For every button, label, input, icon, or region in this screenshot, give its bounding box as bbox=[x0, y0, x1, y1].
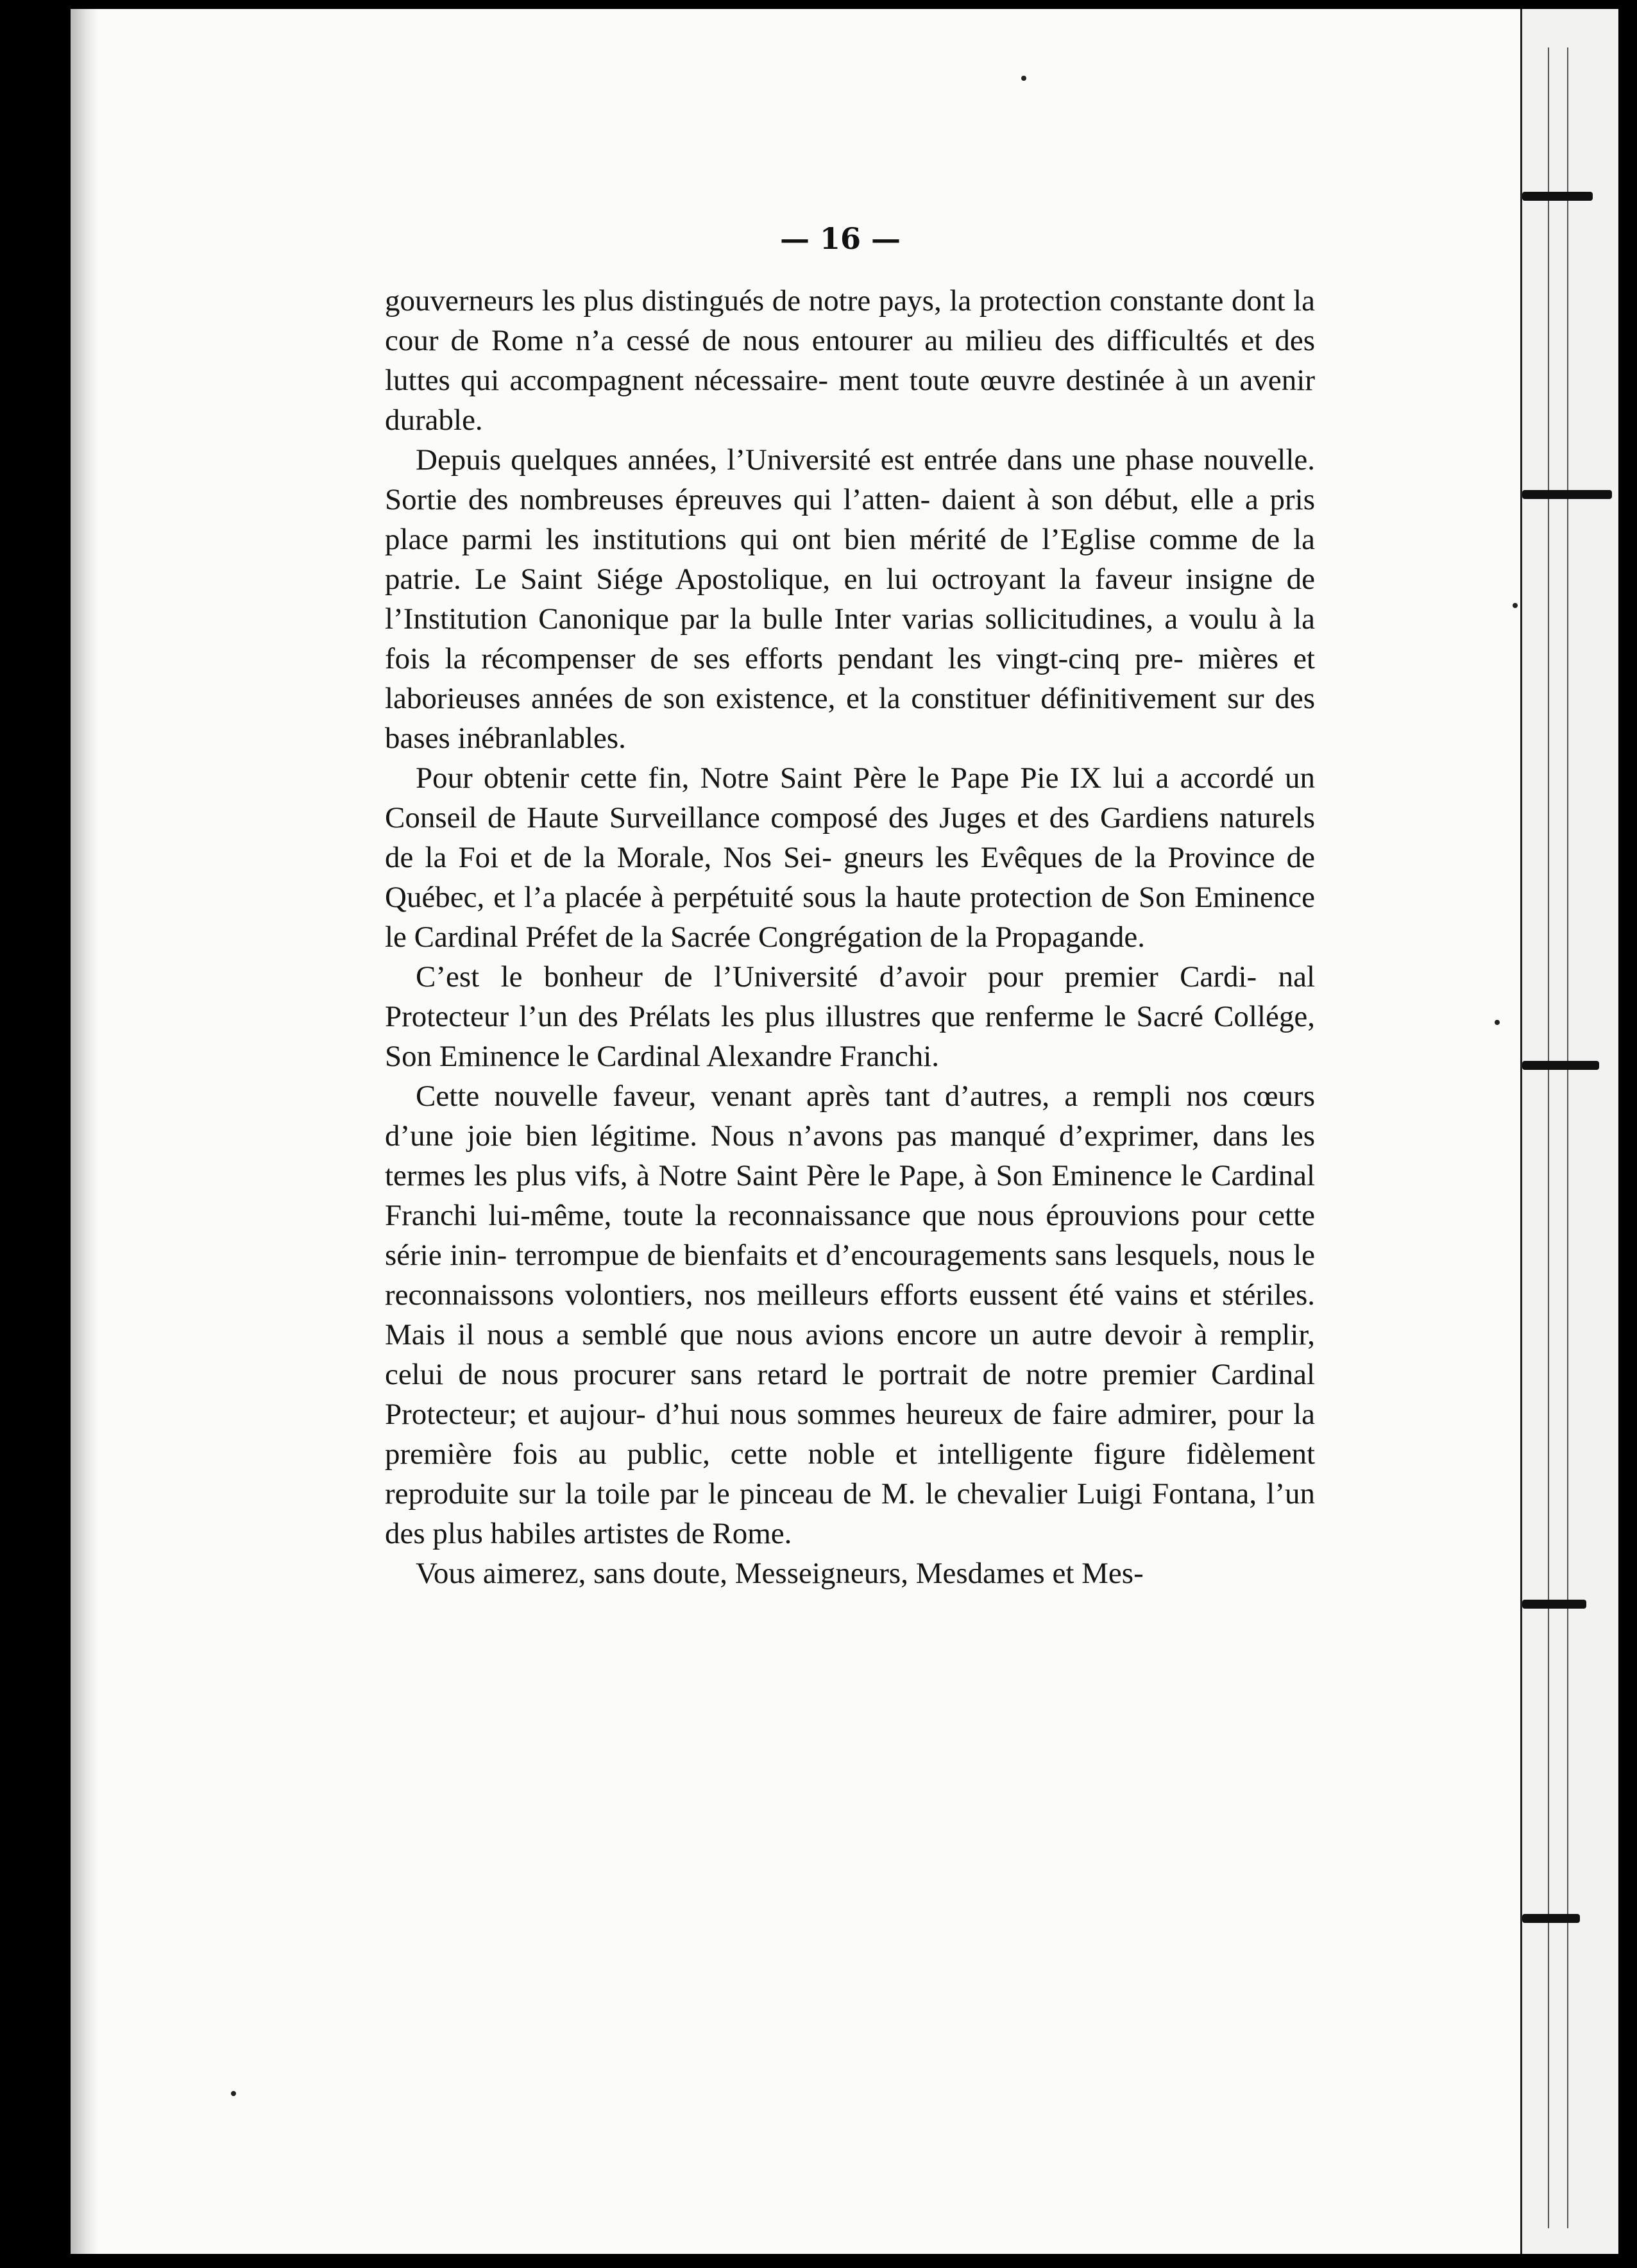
text-line: et des Gardiens naturels de la Foi et de la Morale, Nos Sei- bbox=[385, 801, 1316, 874]
text-line: d’exprimer, dans les termes les plus vifs, à Notre Saint Père bbox=[385, 1119, 1315, 1192]
text-line: nal Protecteur l’un des Prélats les plus illustres que renferme bbox=[385, 960, 1315, 1033]
text-line: a accordé un Conseil de Haute Surveillance composé des Juges bbox=[385, 761, 1316, 834]
text-line: le reconnaissons volontiers, nos meilleurs efforts eussent été bbox=[385, 1239, 1315, 1312]
ink-speck bbox=[231, 2091, 236, 2096]
binding-stitch bbox=[1522, 1061, 1599, 1070]
text-line: fois au public, cette noble et intelligente figure fidèlement bbox=[512, 1437, 1316, 1471]
paragraph bbox=[385, 957, 1315, 1076]
binding-stitch bbox=[1522, 1600, 1586, 1609]
paragraph bbox=[385, 1553, 1315, 1593]
text-line: d’hui nous sommes heureux de faire admirer, pour la première bbox=[385, 1398, 1315, 1471]
text-line: le Pape, à Son Eminence le Cardinal Franchi lui-même, toute bbox=[385, 1159, 1316, 1232]
text-line: un autre devoir à remplir, celui de nous procurer sans retard bbox=[385, 1318, 1315, 1391]
text-line: définitivement sur des bases inébranlables. bbox=[385, 682, 1315, 755]
text-line: ment toute œuvre destinée à un avenir durable. bbox=[385, 364, 1315, 437]
binding-stitch bbox=[1522, 192, 1593, 201]
binding-stitch bbox=[1522, 490, 1612, 499]
leaf-edge-line bbox=[1567, 47, 1568, 2228]
text-line: nos cœurs d’une joie bien légitime. Nous n’avons pas manqué bbox=[385, 1079, 1315, 1153]
text-line: Vous aimerez, sans doute, Messeigneurs, Mesdames et Mes- bbox=[416, 1557, 1144, 1590]
page-gutter-shadow bbox=[71, 9, 99, 2254]
binding-stitch bbox=[1522, 1914, 1580, 1923]
text-line: Apostolique, en lui octroyant la faveur insigne de l’Institution bbox=[385, 563, 1315, 636]
text-line: gneurs les Evêques de la Province de Québec, et l’a placée à bbox=[385, 841, 1316, 914]
text-line: constante dont la cour de Rome n’a cessé de nous entourer au bbox=[385, 284, 1316, 357]
text-line: vains et stériles. Mais il nous a semblé que nous avions encore bbox=[385, 1278, 1315, 1351]
text-line: gouverneurs les plus distingués de notre pays, la protection bbox=[385, 284, 1102, 317]
paragraph bbox=[385, 1076, 1315, 1553]
text-line: milieu des difficultés et des luttes qui accompagnent nécessaire- bbox=[385, 324, 1315, 397]
text-line: phase nouvelle. Sortie des nombreuses épreuves qui l’atten- bbox=[385, 443, 1315, 516]
text-line: le Sacré Collége, Son Eminence le Cardinal Alexandre Franchi. bbox=[385, 1000, 1316, 1073]
text-line: reproduite sur la toile par le pinceau de M. le chevalier Luigi bbox=[385, 1477, 1142, 1511]
paragraph bbox=[385, 440, 1315, 758]
text-line: mières et laborieuses années de son existence, et la constituer bbox=[385, 642, 1315, 715]
text-line: fois la récompenser de ses efforts pendant les vingt-cinq pre- bbox=[385, 642, 1183, 675]
ink-speck bbox=[1495, 1020, 1500, 1025]
text-line: perpétuité sous la haute protection de Son Eminence le Cardinal bbox=[385, 881, 1315, 954]
text-line: le portrait de notre premier Cardinal Protecteur; et aujour- bbox=[385, 1358, 1315, 1431]
text-line: Pour obtenir cette fin, Notre Saint Père le Pape Pie IX lui bbox=[416, 761, 1145, 795]
text-line: C’est le bonheur de l’Université d’avoir pour premier Cardi- bbox=[416, 960, 1257, 994]
leaf-edge-line bbox=[1548, 47, 1549, 2228]
text-line: terrompue de bienfaits et d’encouragements sans lesquels, nous bbox=[515, 1239, 1285, 1272]
text-line: Fontana, l’un des plus habiles artistes de Rome. bbox=[385, 1477, 1315, 1550]
paragraph bbox=[385, 758, 1315, 957]
text-line: Depuis quelques années, l’Université est entrée dans une bbox=[416, 443, 1116, 477]
text-line: Canonique par la bulle Inter varias sollicitudines, a voulu à la bbox=[538, 602, 1316, 636]
body-text bbox=[385, 281, 1315, 1593]
text-line: Cette nouvelle faveur, venant après tant d’autres, a rempli bbox=[416, 1079, 1172, 1113]
text-line: daient à son début, elle a pris place parmi les institutions qui bbox=[385, 483, 1316, 556]
text-line: Préfet de la Sacrée Congrégation de la Propagande. bbox=[525, 920, 1145, 954]
page-number: — 16 — bbox=[779, 221, 901, 256]
paragraph bbox=[385, 281, 1315, 440]
text-line: la reconnaissance que nous éprouvions pour cette série inin- bbox=[385, 1199, 1315, 1272]
ink-speck bbox=[1021, 76, 1026, 81]
text-line: ont bien mérité de l’Eglise comme de la patrie. Le Saint Siége bbox=[385, 523, 1316, 596]
adjacent-page-edge bbox=[1520, 9, 1618, 2254]
ink-speck bbox=[1513, 603, 1518, 608]
